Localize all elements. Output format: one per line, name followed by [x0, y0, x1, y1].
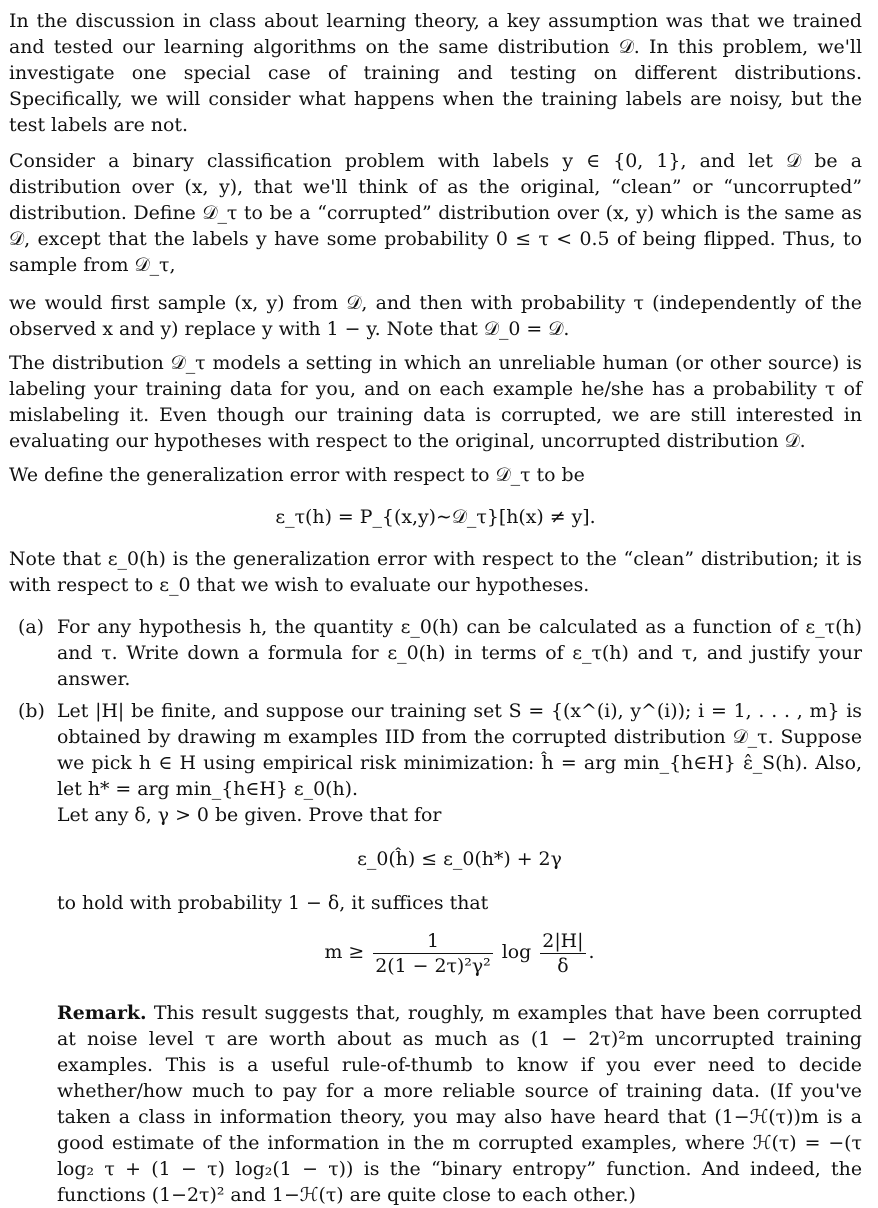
part-a-label: (a): [18, 616, 45, 638]
intro-paragraph-5: We define the generalization error with respect to 𝒟_τ to be: [9, 464, 585, 486]
log-operator: log: [501, 941, 532, 963]
part-a-text: For any hypothesis h, the quantity ε_0(h) can be calculated as a function of ε_τ(h) and τ. Write down a formula for ε_0(h) in terms of ε_τ(h) and τ, and justify your answer.: [57, 616, 862, 690]
fraction-2-denominator: δ: [557, 954, 569, 977]
fraction-1: [373, 929, 493, 978]
part-b-text-2: Let any δ, γ > 0 be given. Prove that for: [57, 804, 442, 826]
fraction-2: [540, 929, 585, 978]
part-b: [9, 698, 862, 1208]
part-b-text-1: Let |H| be finite, and suppose our training set S = {(x^(i), y^(i)); i = 1, . . . , m} is obtained by drawing m examples IID from the corrupted distribution 𝒟_τ. Suppose we pick h ∈ H using empirical risk minimization: ĥ = arg min_{h∈H} ε̂_S(h). Also, let h* = arg min_{h∈H} ε_0(h).: [57, 700, 862, 800]
intro-paragraph-4: The distribution 𝒟_τ models a setting in which an unreliable human (or other source) is labeling your training data for you, and on each example he/she has a probability τ of mislabeling it. Even though our training data is corrupted, we are still interested in evaluating our hypotheses with respect to the original, uncorrupted distribution 𝒟.: [9, 352, 862, 452]
part-b-label: (b): [18, 700, 45, 722]
fraction-1-denominator: 2(1 − 2τ)²γ²: [375, 954, 491, 977]
intro-paragraph-3: we would first sample (x, y) from 𝒟, and then with probability τ (independently of the observed x and y) replace y with 1 − y. Note that 𝒟_0 = 𝒟.: [9, 292, 862, 340]
intro-paragraph-6: Note that ε_0(h) is the generalization error with respect to the “clean” distribution; it is with respect to ε_0 that we wish to evaluate our hypotheses.: [9, 548, 862, 596]
equation-error-bound: ε_0(ĥ) ≤ ε_0(h*) + 2γ: [357, 848, 562, 870]
remark-text: This result suggests that, roughly, m examples that have been corrupted at noise level τ are worth about as much as (1 − 2τ)²m uncorrupted training examples. This is a useful rule-of-thumb to know if you ever need to decide whether/how much to pay for a more reliable source of training data. (If you've taken a class in information theory, you may also have heard that (1−ℋ(τ))m is a good estimate of the information in the m corrupted examples, where ℋ(τ) = −(τ log₂ τ + (1 − τ) log₂(1 − τ)) is the “binary entropy” function. And indeed, the functions (1−2τ)² and 1−ℋ(τ) are quite close to each other.): [57, 1002, 863, 1206]
remark: [57, 1000, 862, 1208]
intro-paragraph-2: Consider a binary classification problem with labels y ∈ {0, 1}, and let 𝒟 be a distribution over (x, y), that we'll think of as the original, “clean” or “uncorrupted” distribution. Define 𝒟_τ to be a “corrupted” distribution over (x, y) which is the same as 𝒟, except that the labels y have some probability 0 ≤ τ < 0.5 of being flipped. Thus, to sample from 𝒟_τ,: [9, 150, 862, 276]
intro-paragraph-1: In the discussion in class about learning theory, a key assumption was that we trained and tested our learning algorithms on the same distribution 𝒟. In this problem, we'll investigate one special case of training and testing on different distributions. Specifically, we will consider what happens when the training labels are noisy, but the test labels are not.: [9, 10, 862, 136]
subquestion-list: [9, 614, 862, 1208]
part-b-text-3: to hold with probability 1 − δ, it suffices that: [57, 892, 489, 914]
equation-generalization-error: ε_τ(h) = P_{(x,y)∼𝒟_τ}[h(x) ≠ y].: [275, 506, 596, 528]
fraction-1-numerator: 1: [373, 929, 493, 954]
fraction-2-numerator: 2|H|: [542, 929, 584, 952]
remark-heading: Remark.: [57, 1002, 147, 1024]
equation-sample-complexity: m ≥ $\frac{1}{\text{2(1 − 2τ)²γ²}}$ log $\frac{2|H|}{\delta}$ .: [324, 929, 595, 977]
part-a: [9, 614, 862, 692]
sample-complexity-lhs: m ≥: [324, 941, 365, 963]
